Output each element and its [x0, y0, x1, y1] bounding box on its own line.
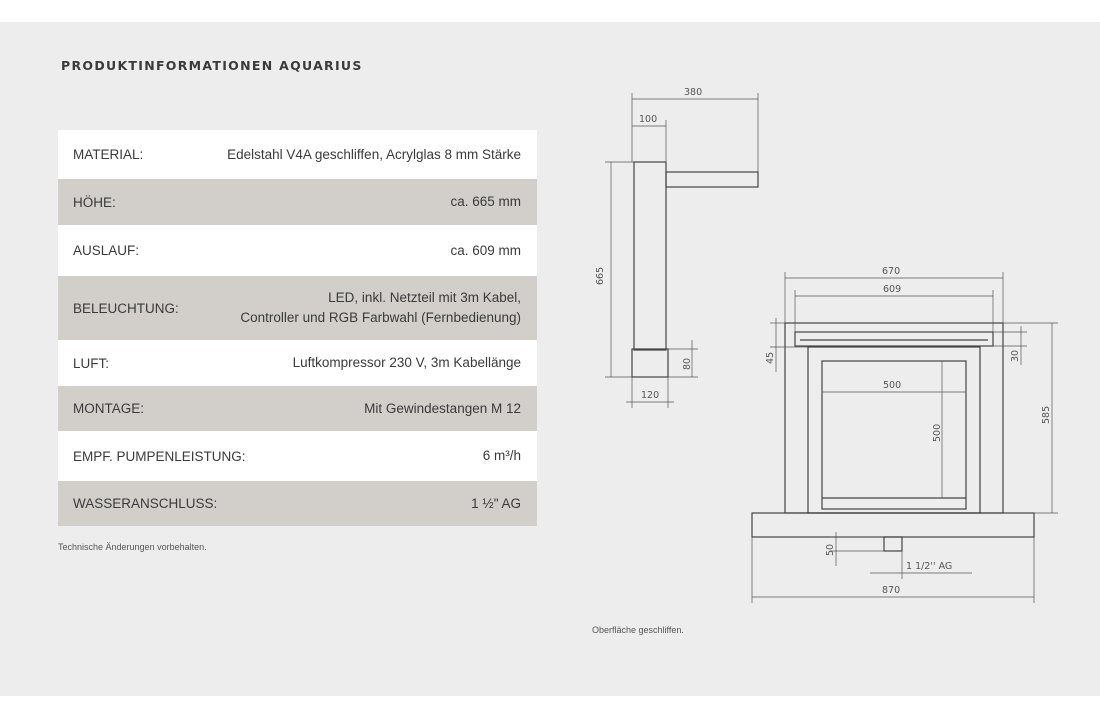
- technical-drawing: [560, 60, 1100, 600]
- dim-80-label: 80: [682, 357, 693, 370]
- spec-label: MATERIAL:: [73, 147, 144, 162]
- spec-row-auslauf: [58, 225, 537, 276]
- spec-value: Edelstahl V4A geschliffen, Acrylglas 8 mm Stärke: [227, 146, 521, 162]
- front-spout-outline: [795, 332, 993, 346]
- spec-row-pumpenleistung: [58, 431, 537, 481]
- front-frame-mid: [808, 347, 980, 513]
- spec-value: LED, inkl. Netzteil mit 3m Kabel, Controller und RGB Farbwahl (Fernbedienung): [240, 290, 521, 325]
- front-base-plate: [752, 513, 1034, 537]
- dim-585-label: 585: [1041, 405, 1052, 424]
- spec-value: 6 m³/h: [482, 448, 521, 463]
- spec-label: AUSLAUF:: [73, 243, 140, 258]
- dim-609-label: 609: [883, 284, 902, 295]
- surface-note: Oberfläche geschliffen.: [592, 625, 684, 635]
- spec-value: Mit Gewindestangen M 12: [364, 400, 521, 416]
- spec-label: MONTAGE:: [73, 401, 145, 416]
- dim-500-height-label: 500: [932, 423, 943, 442]
- side-view: [595, 87, 758, 408]
- dim-120-label: 120: [641, 390, 660, 401]
- spec-label: LUFT:: [73, 355, 110, 371]
- spec-value: Luftkompressor 230 V, 3m Kabellänge: [292, 355, 521, 370]
- dim-connection-label: 1 1/2'' AG: [906, 561, 953, 572]
- dim-670-label: 670: [882, 266, 901, 277]
- side-base-outline: [632, 349, 668, 377]
- front-view: [752, 266, 1058, 603]
- spec-row-wasseranschluss: [58, 481, 537, 526]
- side-spout-outline: [666, 172, 758, 187]
- dim-50-label: 50: [825, 543, 836, 556]
- dim-100-label: 100: [639, 114, 658, 125]
- spec-row-hoehe: [58, 179, 537, 225]
- dim-30-label: 30: [1010, 349, 1021, 362]
- spec-label: WASSERANSCHLUSS:: [73, 496, 218, 511]
- spec-label: EMPF. PUMPENLEISTUNG:: [73, 448, 246, 464]
- dim-45-label: 45: [765, 351, 776, 364]
- spec-label: BELEUCHTUNG:: [73, 300, 179, 316]
- spec-row-montage: [58, 386, 537, 431]
- spec-row-luft: [58, 340, 537, 386]
- side-column-outline: [634, 162, 666, 350]
- dim-665-label: 665: [595, 266, 606, 285]
- spec-value: ca. 665 mm: [450, 194, 521, 209]
- technical-note: Technische Änderungen vorbehalten.: [58, 542, 207, 552]
- spec-table: [58, 130, 537, 526]
- dim-380-label: 380: [684, 87, 703, 98]
- dim-500-width-label: 500: [883, 380, 902, 391]
- spec-row-material: [58, 130, 537, 179]
- dim-870-label: 870: [882, 585, 901, 596]
- spec-value: ca. 609 mm: [450, 242, 521, 258]
- page-title: PRODUKTINFORMATIONEN AQUARIUS: [61, 58, 363, 73]
- spec-row-beleuchtung: [58, 276, 537, 340]
- spec-label: HÖHE:: [73, 194, 116, 210]
- water-connection-outline: [884, 537, 902, 551]
- spec-value: 1 ½" AG: [471, 495, 521, 511]
- front-frame-outer: [785, 323, 1003, 513]
